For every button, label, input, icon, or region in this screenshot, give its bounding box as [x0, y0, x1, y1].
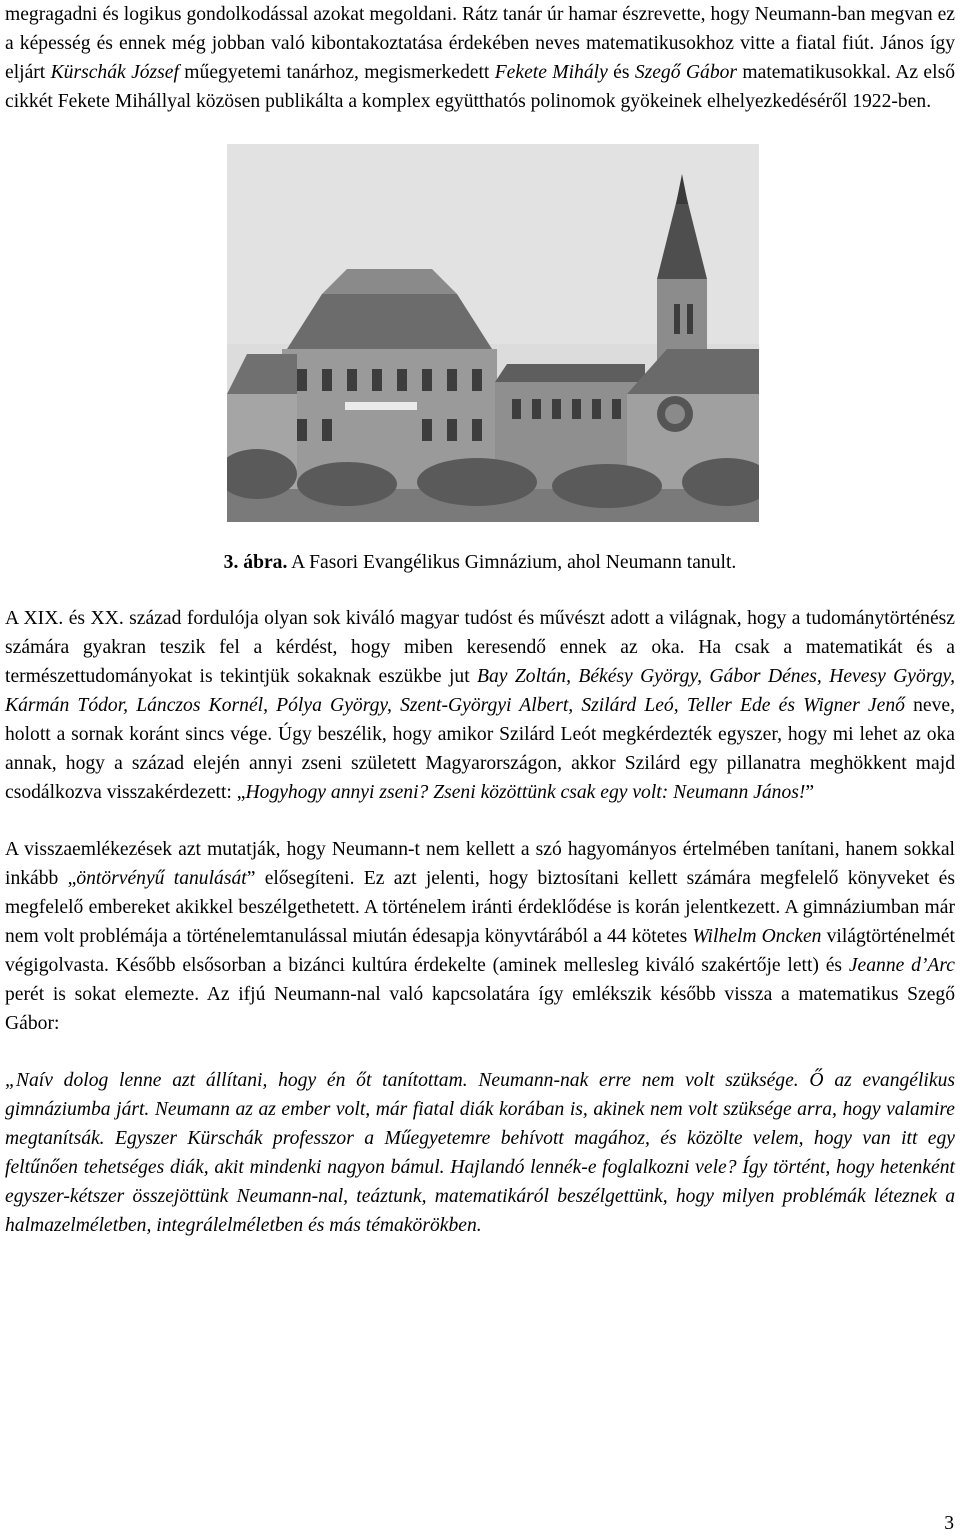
text-run: műegyetemi tanárhoz, megismerkedett — [178, 62, 495, 83]
text-run: és — [607, 62, 635, 83]
scientist-names: Bay Zoltán, Békésy György, Gábor Dénes, Hevesy György, Kármán Tódor, Lánczos Kornél, Pólya György, Szent-Györgyi Albert, Szilárd Leó, Teller Ede és Wigner Jenő — [5, 666, 956, 716]
paragraph-recollections — [5, 835, 955, 1038]
school-building-photo — [227, 144, 759, 522]
text-run: perét is sokat elemezte. Az ifjú Neumann-nal való kapcsolatára így emlékszik később vissza a matematikus Szegő Gábor: — [5, 984, 955, 1034]
text-run: ” elősegíteni. Ez azt jelenti, hogy biztosítani kellett számára megfelelő könyveket és megfelelő embereket akikkel beszélgethetett. A történelem iránti érdeklődése is korán jelentkezett. A gimnáziumban már nem volt problémája a történelemtanulással miután édesapja könyvtárából a 44 kötetes — [5, 868, 956, 947]
photo-illustration — [227, 144, 759, 522]
name-jeanne: Jeanne d’Arc — [848, 955, 955, 976]
text-run: matematikusokkal. Az első cikkét Fekete Mihállyal közösen publikálta a komplex együtthatós polinomok gyökeinek elhelyezkedéséről 1922-ben. — [5, 62, 955, 112]
text-run: megragadni és logikus gondolkodással azokat megoldani. Rátz tanár úr hamar észrevette, hogy Neumann-ban megvan ez a képesség és ennek még jobban való kibontakoztatása érdekében neves matematikusokhoz vitte a fiatal fiút. János így eljárt — [5, 4, 955, 83]
text-run: A XIX. és XX. század fordulója olyan sok kiváló magyar tudóst és művészt adott a világnak, hogy a tudománytörténész számára gyakran teszik fel a kérdést, hogy miben keresendő ennek az oka. Ha csak a matematikát és a természettudományokat is tekintjük sokaknak eszükbe jut — [5, 608, 955, 687]
name-oncken: Wilhelm Oncken — [692, 926, 822, 947]
text-run: neve, holott a sornak koránt sincs vége. Úgy beszélik, hogy amikor Szilárd Leót megkérdezték egyszer, hogy mi lehet az oka annak, hogy a század elején annyi zseni született Magyarországon, akkor Szilárd egy pillanatra meghökkent majd csodálkozva visszakérdezett: „ — [5, 695, 955, 803]
caption-text: A Fasori Evangélikus Gimnázium, ahol Neumann tanult. — [287, 552, 737, 573]
text-run: világtörténelmét végigolvasta. Később elsősorban a bizánci kultúra érdekelte (aminek mellesleg kiváló szakértője lett) és — [5, 926, 955, 976]
page-number: 3 — [944, 1513, 954, 1534]
szilard-quote: Hogyhogy annyi zseni? Zseni közöttünk csak egy volt: Neumann János! — [245, 782, 806, 803]
text-run: A visszaemlékezések azt mutatják, hogy Neumann-t nem kellett a szó hagyományos értelmében tanítani, hanem sokkal inkább „ — [5, 839, 955, 889]
paragraph-century — [5, 604, 955, 807]
text-run: ” — [805, 782, 815, 803]
name-szego: Szegő Gábor — [634, 62, 738, 83]
name-kurschak: Kürschák József — [50, 62, 179, 83]
name-fekete: Fekete Mihály — [494, 62, 608, 83]
szego-quote: „Naív dolog lenne azt állítani, hogy én őt tanítottam. Neumann-nak erre nem volt szüksége. Ő az evangélikus gimnáziumba járt. Neumann az az ember volt, már fiatal diák korában is, akinek nem volt szüksége arra, hogy valamire megtanítsák. Egyszer Kürschák professzor a Műegyetemre behívott magához, és közölte velem, hogy van itt egy feltűnően tehetséges diák, akit mindenki nagyon bámul. Hajlandó lennék-e foglalkozni vele? Így történt, hogy hetenként egyszer-kétszer összejöttünk Neumann-nal, teáztunk, matematikáról beszélgettünk, hogy milyen problémák léteznek a halmazelméletben, integrálelméletben és más témakörökben. — [5, 1070, 955, 1236]
italic-phrase: öntörvényű tanulását — [76, 868, 247, 889]
figure-caption — [5, 548, 955, 577]
caption-label: 3. ábra. — [223, 552, 288, 573]
paragraph-intro — [5, 0, 955, 116]
